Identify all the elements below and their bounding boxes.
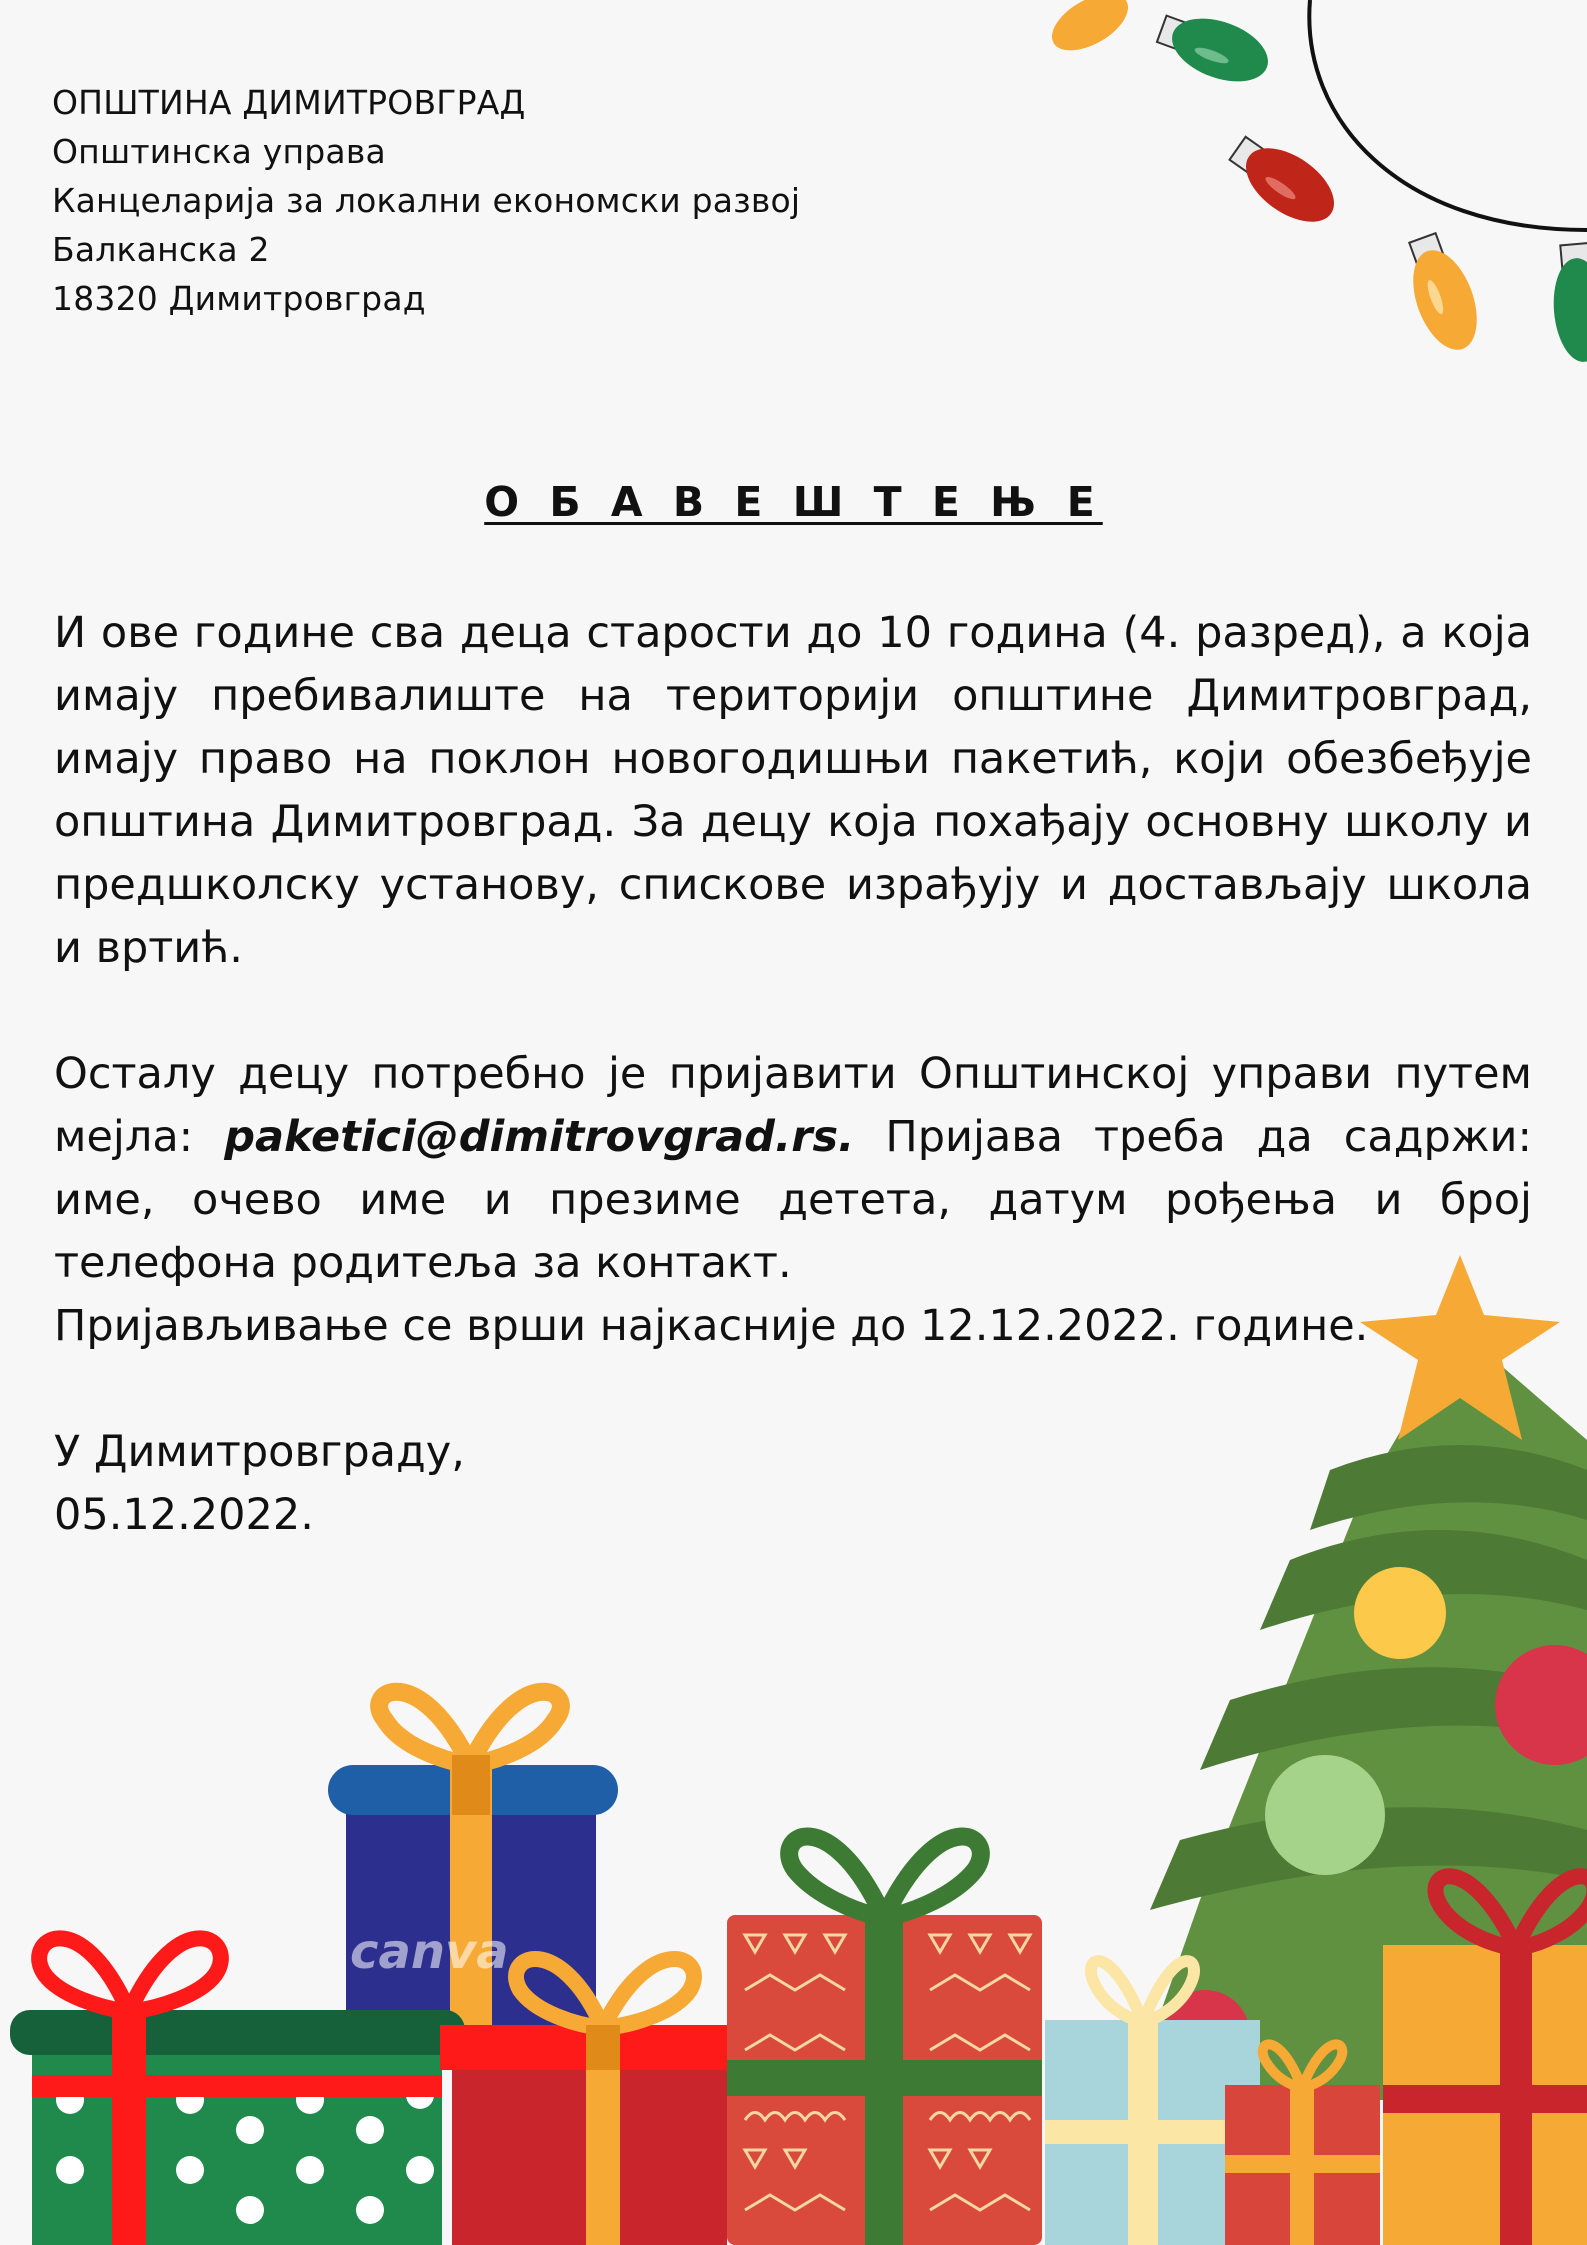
- notice-paragraph-2: [54, 1043, 1532, 1295]
- gift-box-patterned-icon: [727, 1837, 1042, 2245]
- municipality-name: ОПШТИНА ДИМИТРОВГРАД: [52, 83, 526, 122]
- deadline-line: Пријављивање се врши најкасније до 12.12.2022. године.: [54, 1301, 1369, 1351]
- signature-block: [54, 1421, 1532, 1547]
- paragraph-2-requirements: Пријава треба да садржи: име, очево име и презиме детета, датум рођења и број телефона родитеља за контакт.: [54, 1112, 1532, 1288]
- place-line: У Димитровграду,: [54, 1427, 465, 1477]
- date-line: 05.12.2022.: [54, 1490, 314, 1540]
- office-name: Канцеларија за локални економски развој: [52, 181, 801, 220]
- administration-name: Општинска управа: [52, 132, 386, 171]
- postal-city: 18320 Димитровград: [52, 279, 426, 318]
- street-address: Балканска 2: [52, 230, 270, 269]
- watermark-text: canva: [350, 1924, 509, 1980]
- string-lights-icon: [1043, 0, 1587, 364]
- email-link[interactable]: paketici@dimitrovgrad.rs.: [224, 1112, 855, 1162]
- paragraph-2-intro: Осталу децу потребно је пријавити Општинској управи путем мејла:: [54, 1049, 1532, 1162]
- notice-paragraph-1: И ове године сва деца старости до 10 година (4. разред), а која имају пребивалиште на територији општине Димитровград, имају право на поклон новогодишњи пакетић, који обезбеђује општина Димитровград. За децу која похађају основну школу и предшколску установу, спискове израђују и достављају школа и вртић.: [54, 608, 1532, 973]
- sender-address-block: [52, 78, 800, 323]
- gift-box-blue-icon: [328, 1692, 618, 2055]
- notice-title: О Б А В Е Ш Т Е Њ Е: [484, 478, 1103, 526]
